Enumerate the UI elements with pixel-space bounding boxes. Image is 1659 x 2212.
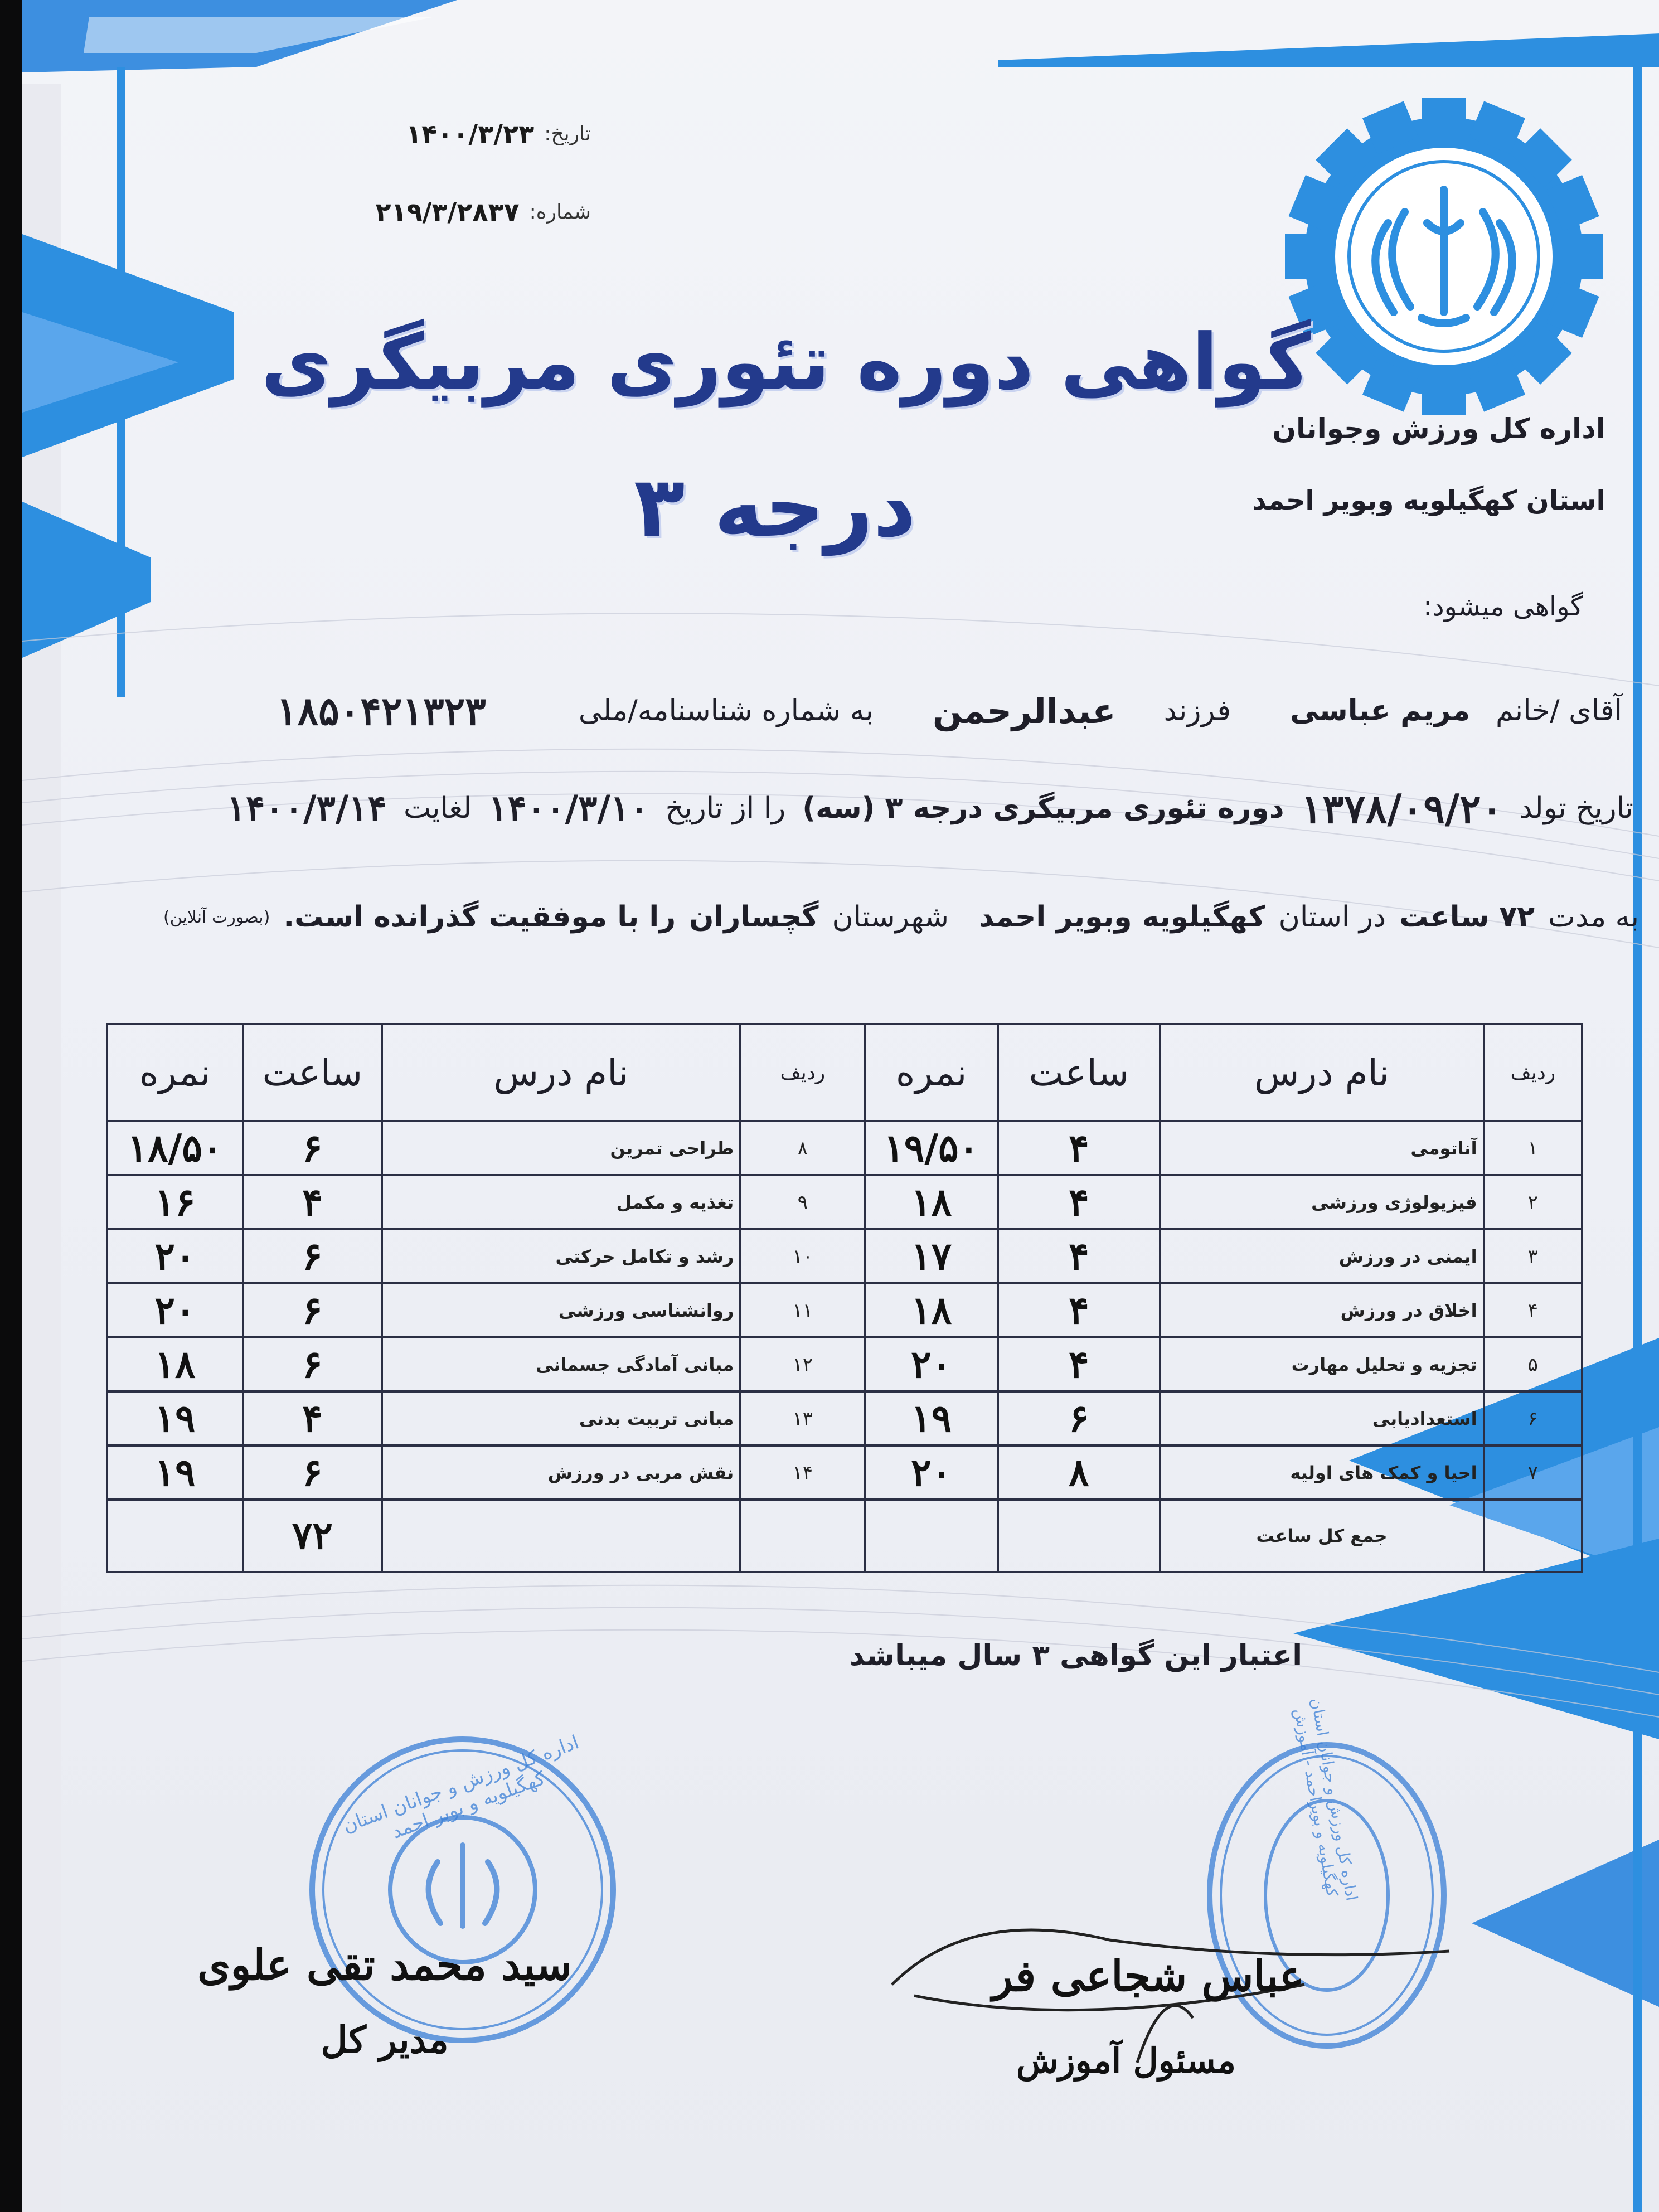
row-number: ۵ bbox=[1484, 1337, 1582, 1391]
course-hours: ۴ bbox=[998, 1229, 1160, 1283]
course-grade: ۱۹ bbox=[107, 1391, 243, 1445]
row-number: ۴ bbox=[1484, 1283, 1582, 1337]
table-row bbox=[107, 1175, 1582, 1229]
top-right-line bbox=[998, 33, 1659, 67]
course-grade: ۱۷ bbox=[865, 1229, 998, 1283]
row-number: ۱۲ bbox=[740, 1337, 865, 1391]
course-name: فیزیولوژی ورزشی bbox=[1160, 1175, 1484, 1229]
table-row bbox=[107, 1283, 1582, 1337]
duration-prefix: به مدت bbox=[1548, 900, 1639, 934]
validity-note: اعتبار این گواهی ۳ سال میباشد bbox=[849, 1639, 1303, 1672]
certify-text: گواهی میشود: bbox=[1423, 591, 1583, 622]
date-block bbox=[334, 111, 591, 156]
right-signatory-title: مسئول آموزش bbox=[1016, 2040, 1236, 2081]
empty-cell bbox=[107, 1500, 243, 1572]
row-number: ۶ bbox=[1484, 1391, 1582, 1445]
right-line bbox=[1633, 45, 1642, 2212]
row-number: ۷ bbox=[1484, 1445, 1582, 1500]
course-grade: ۲۰ bbox=[107, 1229, 243, 1283]
total-hours: ۷۲ bbox=[243, 1500, 382, 1572]
course-hours: ۶ bbox=[243, 1229, 382, 1283]
course-name: طراحی تمرین bbox=[382, 1121, 740, 1175]
certificate-page bbox=[22, 0, 1659, 2212]
number-value: ۲۱۹/۳/۲۸۳۷ bbox=[375, 197, 520, 227]
course-hours: ۴ bbox=[998, 1175, 1160, 1229]
county: گچساران bbox=[689, 900, 819, 934]
table-row bbox=[107, 1337, 1582, 1391]
course-hours: ۴ bbox=[243, 1175, 382, 1229]
from-date: ۱۴۰۰/۳/۱۰ bbox=[488, 787, 649, 830]
right-stamp-text: اداره کل ورزش و جوانان استان کهگیلویه و بویراحمد - آموزش bbox=[1290, 1696, 1361, 1903]
course-hours: ۶ bbox=[243, 1337, 382, 1391]
body-line-2 bbox=[28, 778, 1633, 839]
course-grade: ۱۸ bbox=[107, 1337, 243, 1391]
header-grade-right: نمره bbox=[865, 1024, 998, 1121]
course-grade: ۲۰ bbox=[865, 1337, 998, 1391]
header-course-right: نام درس bbox=[1160, 1024, 1484, 1121]
mr-mrs-label: آقای /خانم bbox=[1496, 694, 1622, 727]
emblem-gear-icon bbox=[1285, 98, 1603, 415]
header-row-left: ردیف bbox=[740, 1024, 865, 1121]
row-number: ۸ bbox=[740, 1121, 865, 1175]
course-hours: ۴ bbox=[998, 1337, 1160, 1391]
table-row bbox=[107, 1391, 1582, 1445]
to-label: لغایت bbox=[403, 792, 472, 825]
total-label: جمع کل ساعت bbox=[1160, 1500, 1484, 1572]
online-note: (بصورت آنلاین) bbox=[163, 907, 270, 927]
father-name: عبدالرحمن bbox=[933, 690, 1116, 731]
course-name: رشد و تکامل حرکتی bbox=[382, 1229, 740, 1283]
course-grade: ۲۰ bbox=[865, 1445, 998, 1500]
table-row bbox=[107, 1445, 1582, 1500]
course-grade: ۲۰ bbox=[107, 1283, 243, 1337]
course-hours: ۴ bbox=[243, 1391, 382, 1445]
course-hours: ۸ bbox=[998, 1445, 1160, 1500]
empty-cell bbox=[865, 1500, 998, 1572]
from-label: را از تاریخ bbox=[665, 792, 786, 825]
course-name: تجزیه و تحلیل مهارت bbox=[1160, 1337, 1484, 1391]
county-label: شهرستان bbox=[832, 900, 949, 934]
course-grade: ۱۹/۵۰ bbox=[865, 1121, 998, 1175]
date-label: تاریخ: bbox=[544, 122, 591, 145]
course-hours: ۴ bbox=[998, 1283, 1160, 1337]
passed-text: را با موفقیت گذرانده است. bbox=[283, 900, 676, 934]
row-number: ۲ bbox=[1484, 1175, 1582, 1229]
course-hours: ۶ bbox=[243, 1121, 382, 1175]
child-of-label: فرزند bbox=[1163, 694, 1231, 727]
province: کهگیلویه وبویر احمد bbox=[978, 900, 1265, 934]
in-province-label: در استان bbox=[1278, 900, 1386, 934]
grades-table bbox=[106, 1023, 1583, 1573]
table-row bbox=[107, 1121, 1582, 1175]
course-name: نقش مربی در ورزش bbox=[382, 1445, 740, 1500]
to-date: ۱۴۰۰/۳/۱۴ bbox=[226, 787, 387, 830]
course-grade: ۱۸ bbox=[865, 1175, 998, 1229]
course-name: تغذیه و مکمل bbox=[382, 1175, 740, 1229]
course-name: دوره تئوری مربیگری درجه ۳ (سه) bbox=[802, 792, 1284, 825]
header-hours-right: ساعت bbox=[998, 1024, 1160, 1121]
left-stamp-text: اداره کل ورزش و جوانان استان کهگیلویه و بویر احمد bbox=[339, 1731, 582, 1844]
left-signatory-title: مدیر کل bbox=[321, 2018, 449, 2061]
row-number: ۱ bbox=[1484, 1121, 1582, 1175]
row-number: ۱۱ bbox=[740, 1283, 865, 1337]
course-hours: ۶ bbox=[998, 1391, 1160, 1445]
table-row bbox=[107, 1229, 1582, 1283]
header-grade-left: نمره bbox=[107, 1024, 243, 1121]
row-number: ۱۴ bbox=[740, 1445, 865, 1500]
course-grade: ۱۹ bbox=[865, 1391, 998, 1445]
empty-cell bbox=[740, 1500, 865, 1572]
empty-cell bbox=[998, 1500, 1160, 1572]
corner-band-top-left-light bbox=[84, 17, 435, 53]
number-label: شماره: bbox=[529, 200, 591, 224]
course-hours: ۶ bbox=[243, 1283, 382, 1337]
body-line-3 bbox=[56, 886, 1639, 948]
course-name: روانشناسی ورزشی bbox=[382, 1283, 740, 1337]
id-label: به شماره شناسنامه/ملی bbox=[578, 694, 874, 727]
table-total-row bbox=[107, 1500, 1582, 1572]
header-course-left: نام درس bbox=[382, 1024, 740, 1121]
birth-label: تاریخ تولد bbox=[1519, 792, 1633, 825]
course-name: احیا و کمک های اولیه bbox=[1160, 1445, 1484, 1500]
course-name: آناتومی bbox=[1160, 1121, 1484, 1175]
row-number: ۹ bbox=[740, 1175, 865, 1229]
certificate-grade: درجه ۳ bbox=[633, 459, 916, 556]
row-number: ۱۰ bbox=[740, 1229, 865, 1283]
birth-date: ۱۳۷۸/۰۹/۲۰ bbox=[1301, 784, 1503, 832]
course-name: اخلاق در ورزش bbox=[1160, 1283, 1484, 1337]
org-province: استان کهگیلویه وبویر احمد bbox=[1252, 485, 1605, 516]
certificate-title: گواهی دوره تئوری مربیگری bbox=[261, 317, 1311, 407]
left-arrow-3 bbox=[22, 502, 151, 658]
row-number: ۳ bbox=[1484, 1229, 1582, 1283]
empty-cell bbox=[382, 1500, 740, 1572]
empty-cell bbox=[1484, 1500, 1582, 1572]
row-number: ۱۳ bbox=[740, 1391, 865, 1445]
course-name: مبانی تربیت بدنی bbox=[382, 1391, 740, 1445]
course-name: ایمنی در ورزش bbox=[1160, 1229, 1484, 1283]
course-grade: ۱۸/۵۰ bbox=[107, 1121, 243, 1175]
course-grade: ۱۶ bbox=[107, 1175, 243, 1229]
org-name: اداره کل ورزش وجوانان bbox=[1272, 413, 1605, 445]
date-value: ۱۴۰۰/۳/۲۳ bbox=[406, 119, 535, 149]
course-hours: ۴ bbox=[998, 1121, 1160, 1175]
stamp-emblem-icon bbox=[429, 1845, 497, 1926]
header-row-right: ردیف bbox=[1484, 1024, 1582, 1121]
course-grade: ۱۹ bbox=[107, 1445, 243, 1500]
number-block bbox=[323, 190, 591, 234]
right-chevron-4 bbox=[1472, 1840, 1659, 2007]
right-signatory-name: عباس شجاعی فر bbox=[992, 1951, 1304, 2001]
person-name: مریم عباسی bbox=[1290, 694, 1471, 727]
header-hours-left: ساعت bbox=[243, 1024, 382, 1121]
left-signatory-name: سید محمد تقی علوی bbox=[197, 1940, 572, 1990]
duration-hours: ۷۲ ساعت bbox=[1399, 900, 1535, 934]
course-name: استعدادیابی bbox=[1160, 1391, 1484, 1445]
table-header-row bbox=[107, 1024, 1582, 1121]
course-grade: ۱۸ bbox=[865, 1283, 998, 1337]
id-number: ۱۸۵۰۴۲۱۳۲۳ bbox=[276, 687, 486, 734]
course-name: مبانی آمادگی جسمانی bbox=[382, 1337, 740, 1391]
body-line-1 bbox=[151, 680, 1622, 741]
course-hours: ۶ bbox=[243, 1445, 382, 1500]
